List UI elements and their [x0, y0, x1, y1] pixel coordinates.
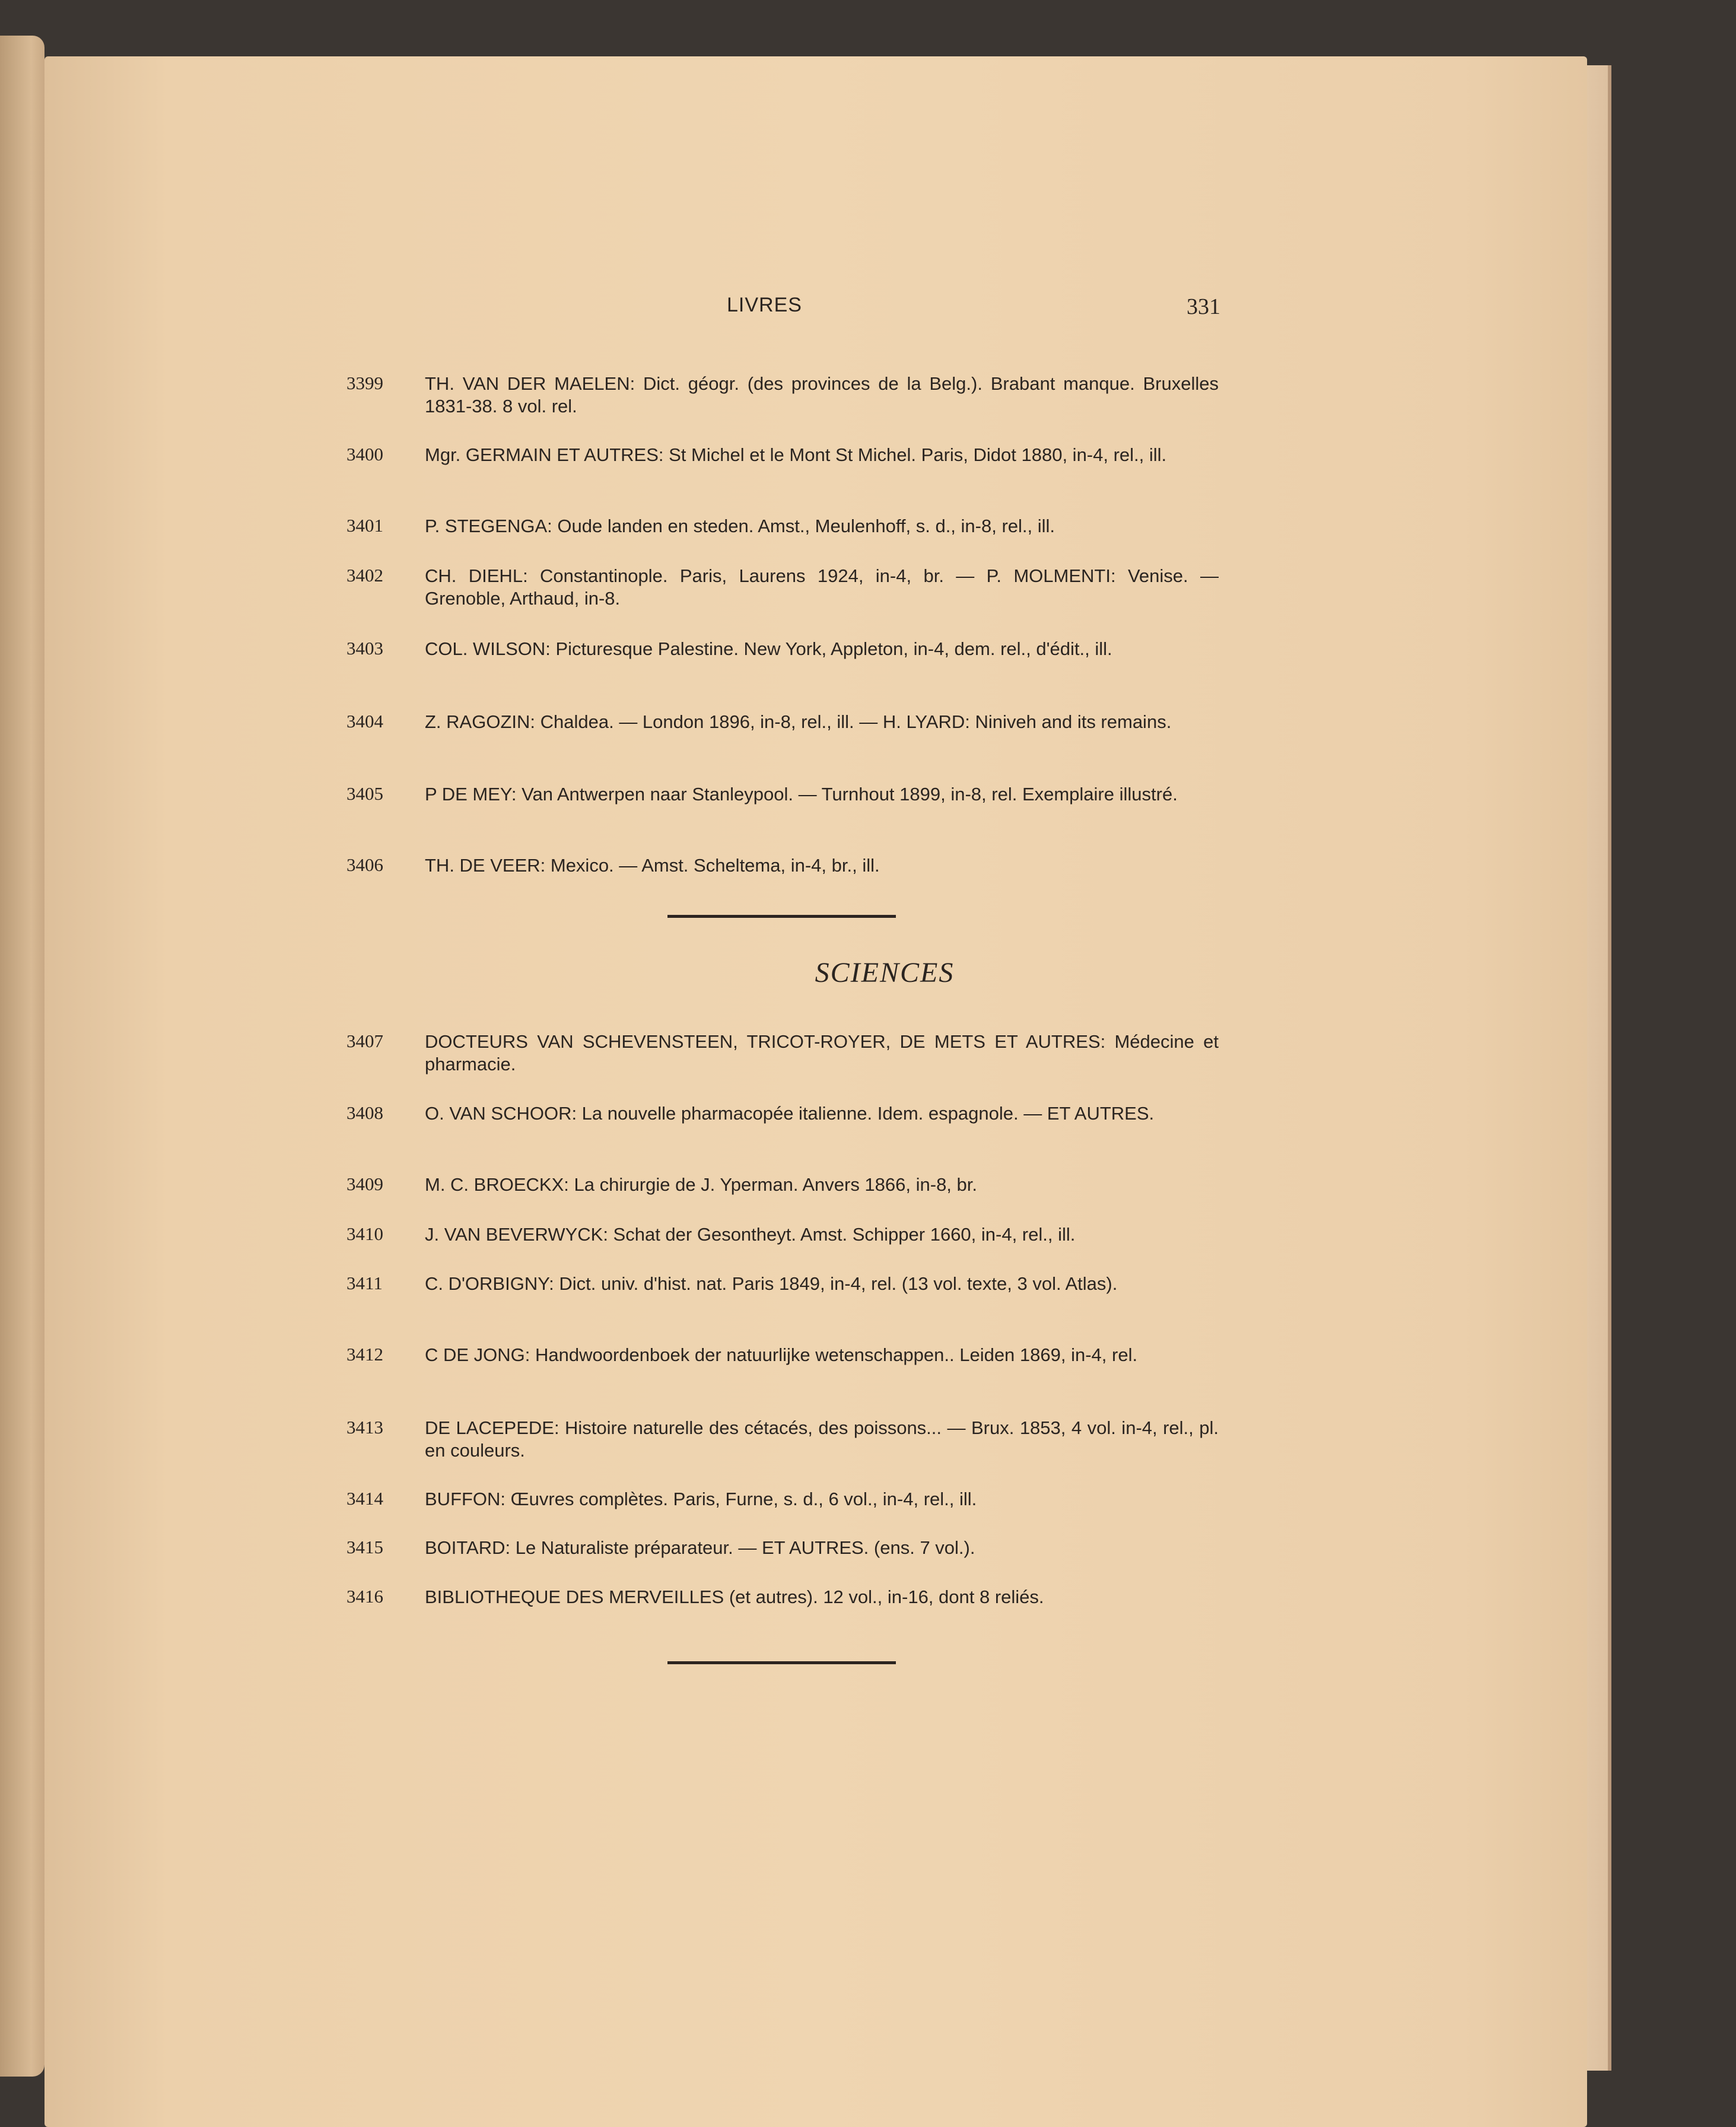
running-head-title: LIVRES — [727, 294, 802, 316]
lot-number: 3399 — [346, 373, 383, 393]
facing-page-edge — [0, 36, 44, 2077]
lot-description: DOCTEURS VAN SCHEVENSTEEN, TRICOT-ROYER, DE METS ET AUTRES: Médecine et pharmacie. — [425, 1031, 1219, 1074]
lot-description: J. VAN BEVERWYCK: Schat der Gesontheyt. Amst. Schipper 1660, in-4, rel., ill. — [425, 1224, 1076, 1245]
lot-description: BUFFON: Œuvres complètes. Paris, Furne, s. d., 6 vol., in-4, rel., ill. — [425, 1489, 977, 1509]
lot-description: TH. DE VEER: Mexico. — Amst. Scheltema, in-4, br., ill. — [425, 855, 880, 876]
lot-number: 3406 — [346, 854, 383, 875]
page-number: 331 — [1187, 294, 1220, 319]
lot-number: 3414 — [346, 1488, 383, 1509]
lot-number: 3416 — [346, 1586, 383, 1607]
lot-number: 3405 — [346, 783, 383, 804]
section-heading — [0, 956, 1736, 989]
lot-description: BIBLIOTHEQUE DES MERVEILLES (et autres). 12 vol., in-16, dont 8 reliés. — [425, 1586, 1044, 1607]
lot-description: TH. VAN DER MAELEN: Dict. géogr. (des provinces de la Belg.). Brabant manque. Bruxelles 1831-38. 8 vol. rel. — [425, 373, 1219, 417]
lot-description: C. D'ORBIGNY: Dict. univ. d'hist. nat. Paris 1849, in-4, rel. (13 vol. texte, 3 vol. Atlas). — [425, 1273, 1118, 1294]
lot-number: 3401 — [346, 515, 383, 536]
lot-description: CH. DIEHL: Constantinople. Paris, Laurens 1924, in-4, br. — P. MOLMENTI: Venise. — Grenoble, Arthaud, in-8. — [425, 565, 1219, 609]
end-divider-rule — [667, 1661, 896, 1664]
catalogue-page — [44, 56, 1587, 2127]
lot-number: 3413 — [346, 1417, 383, 1438]
lot-description: M. C. BROECKX: La chirurgie de J. Yperman. Anvers 1866, in-8, br. — [425, 1174, 977, 1195]
lot-description: Z. RAGOZIN: Chaldea. — London 1896, in-8, rel., ill. — H. LYARD: Niniveh and its remains. — [425, 711, 1172, 732]
lot-description: P DE MEY: Van Antwerpen naar Stanleypool. — Turnhout 1899, in-8, rel. Exemplaire illustré. — [425, 784, 1178, 805]
lot-number: 3412 — [346, 1344, 383, 1365]
lot-number: 3410 — [346, 1223, 383, 1244]
lot-description: P. STEGENGA: Oude landen en steden. Amst., Meulenhoff, s. d., in-8, rel., ill. — [425, 516, 1055, 536]
lot-number: 3402 — [346, 565, 383, 586]
lot-number: 3407 — [346, 1031, 383, 1051]
lot-description: DE LACEPEDE: Histoire naturelle des cétacés, des poissons... — Brux. 1853, 4 vol. in-4, rel., pl. en couleurs. — [425, 1417, 1219, 1461]
lot-number: 3409 — [346, 1174, 383, 1194]
lot-number: 3415 — [346, 1537, 383, 1557]
lot-number: 3408 — [346, 1102, 383, 1123]
section-divider-rule — [667, 915, 896, 918]
lot-description: COL. WILSON: Picturesque Palestine. New York, Appleton, in-4, dem. rel., d'édit., ill. — [425, 638, 1112, 659]
lot-number: 3400 — [346, 444, 383, 465]
running-head — [0, 294, 1736, 323]
lot-description: BOITARD: Le Naturaliste préparateur. — ET AUTRES. (ens. 7 vol.). — [425, 1537, 975, 1558]
lot-description: Mgr. GERMAIN ET AUTRES: St Michel et le Mont St Michel. Paris, Didot 1880, in-4, rel., ill. — [425, 444, 1167, 465]
lot-number: 3403 — [346, 638, 383, 659]
lot-number: 3411 — [346, 1273, 383, 1293]
section-heading-text: SCIENCES — [815, 957, 955, 988]
lot-number: 3404 — [346, 711, 383, 732]
lot-description: O. VAN SCHOOR: La nouvelle pharmacopée italienne. Idem. espagnole. — ET AUTRES. — [425, 1103, 1155, 1124]
lot-description: C DE JONG: Handwoordenboek der natuurlijke wetenschappen.. Leiden 1869, in-4, rel. — [425, 1344, 1138, 1365]
